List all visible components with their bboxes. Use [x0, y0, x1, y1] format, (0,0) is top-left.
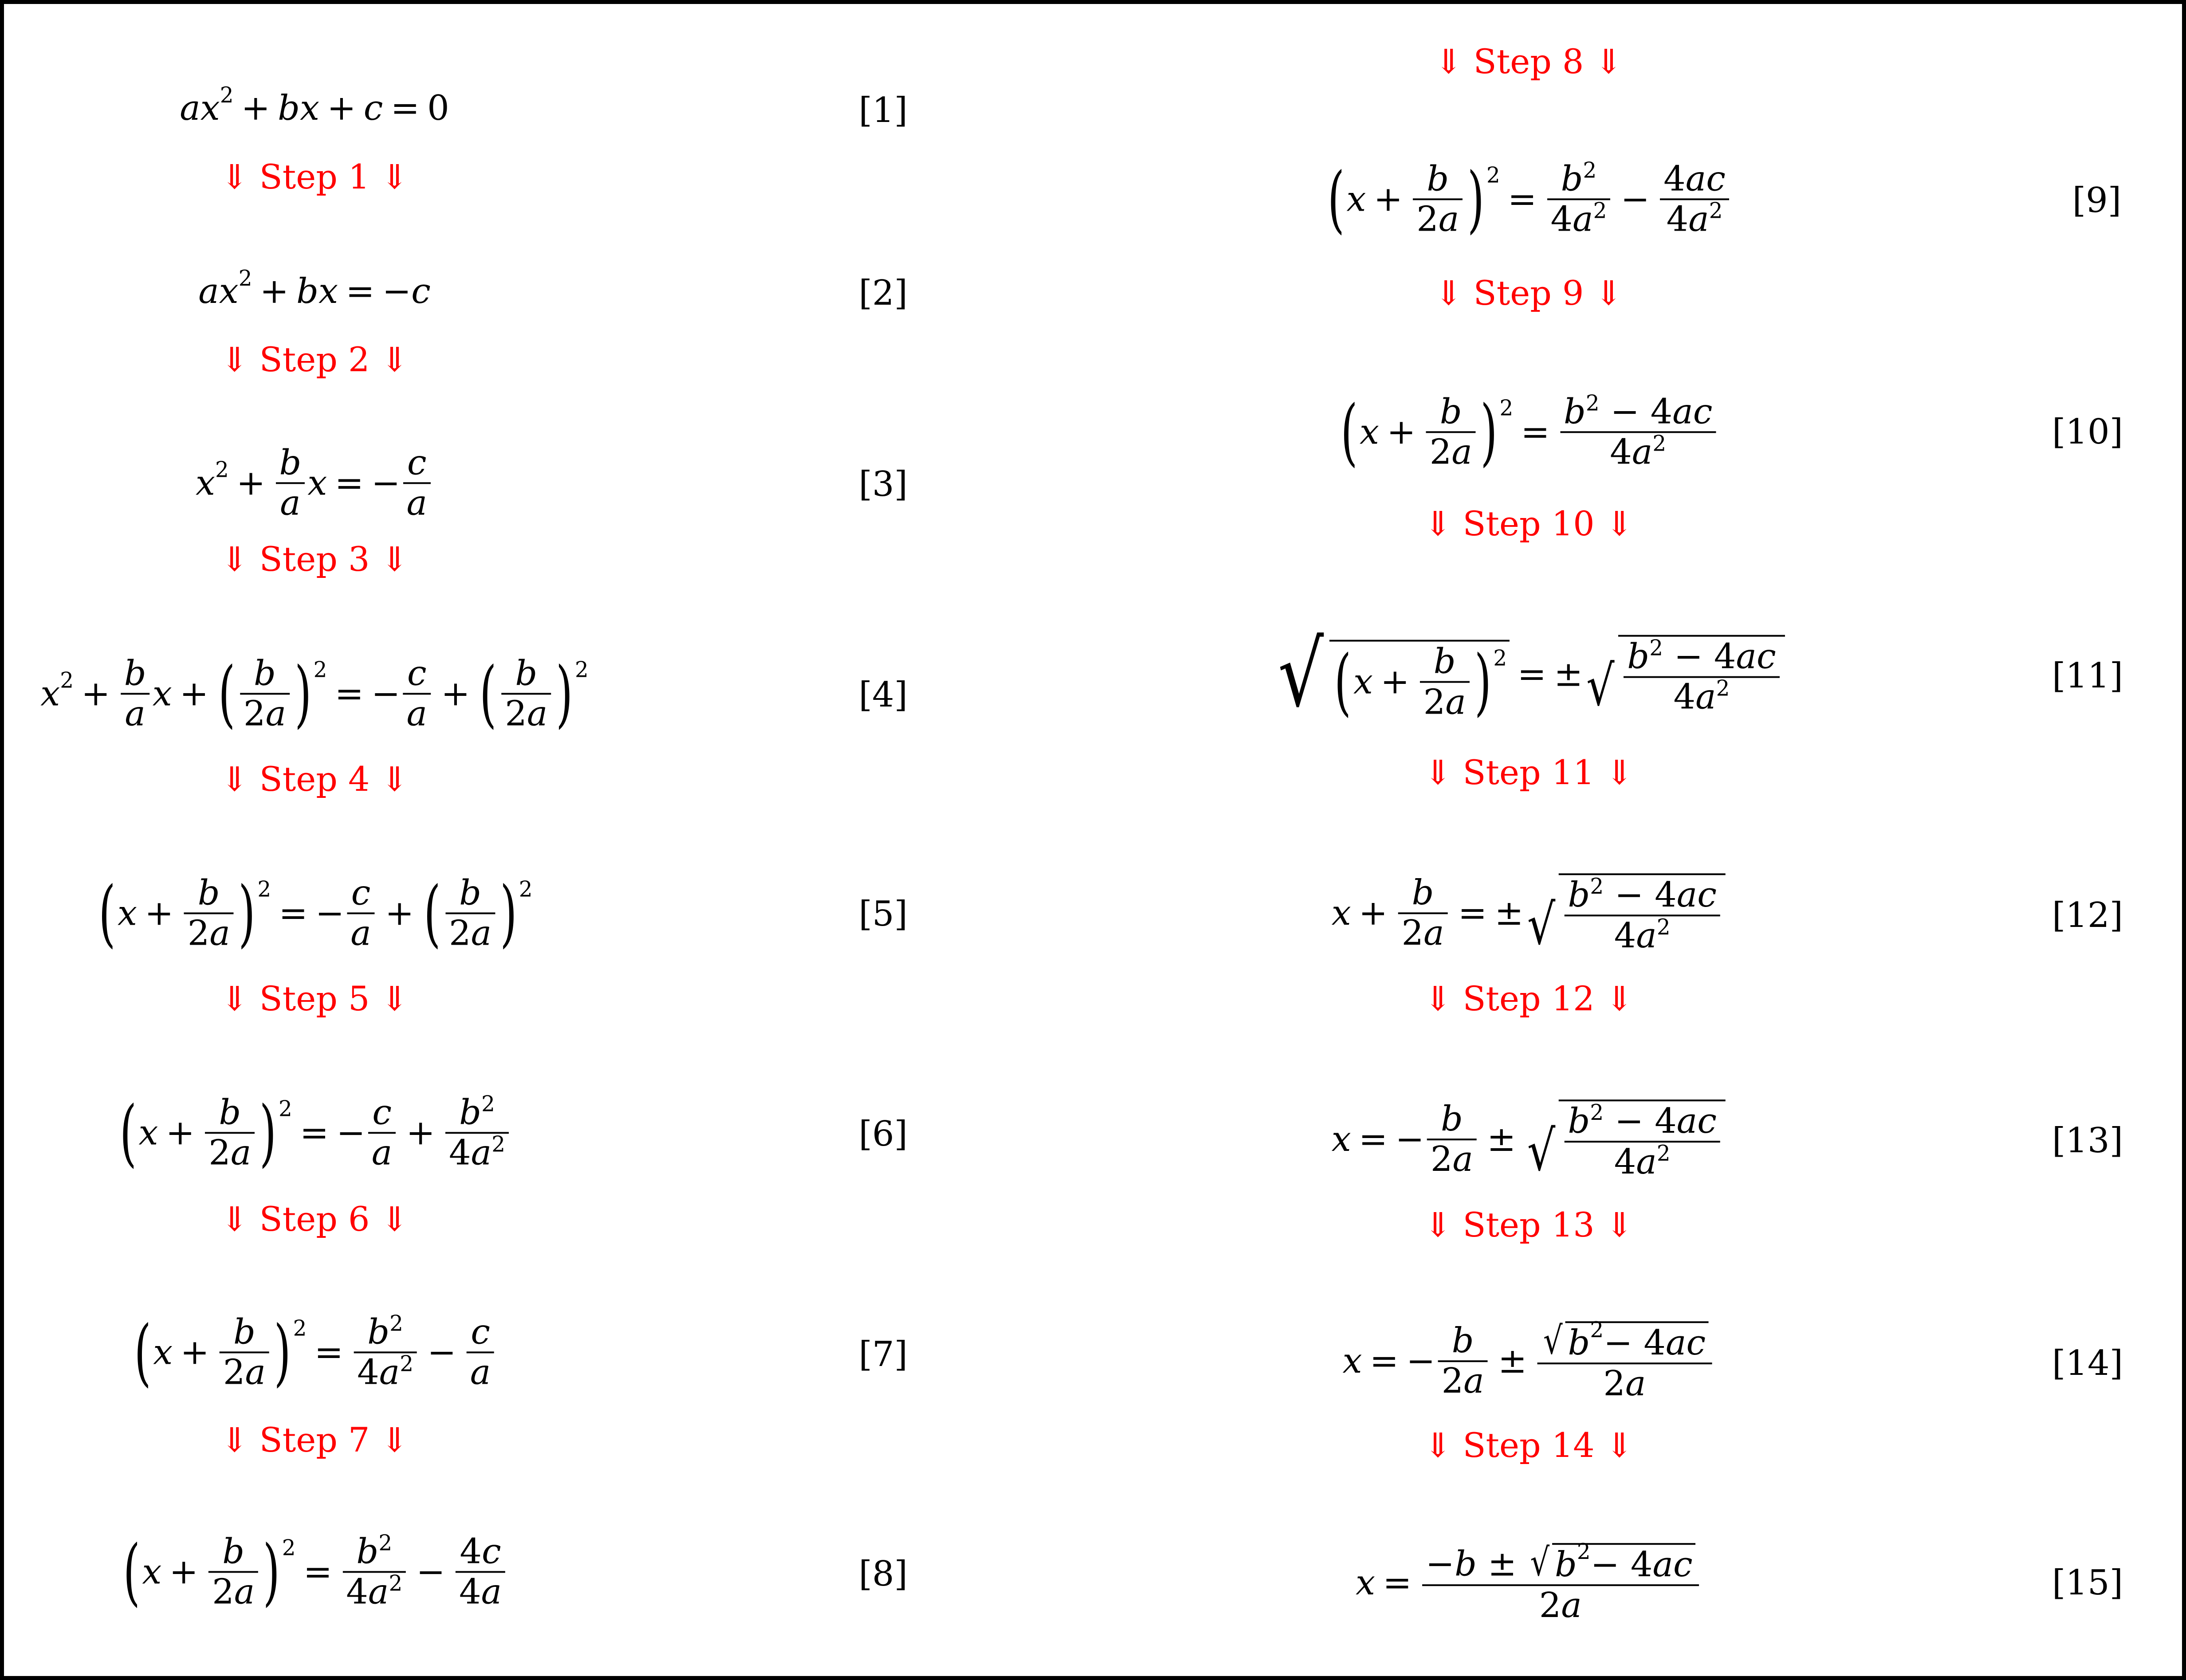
equation-number-15: [15]	[2052, 1563, 2123, 1603]
equation-8: ( x + $\frac{b}{2a}$ ) $^2$ = $\frac{b^2}{4a^2}$ − $\frac{4c}{4a}$	[121, 1534, 508, 1609]
step-13	[1423, 1205, 1634, 1244]
step-label-11: Step 11	[1463, 753, 1595, 792]
equation-number-13: [13]	[2052, 1121, 2123, 1161]
step-label-3: Step 3	[259, 539, 370, 579]
step-arrow-left-3: ⇓	[220, 539, 249, 579]
step-arrow-left-10: ⇓	[1423, 504, 1452, 543]
step-arrow-left-5: ⇓	[220, 979, 249, 1018]
step-label-8: Step 8	[1473, 42, 1584, 81]
step-arrow-right-2: ⇓	[380, 340, 409, 379]
equation-number-3: [3]	[858, 464, 908, 504]
step-label-9: Step 9	[1473, 273, 1584, 313]
step-14	[1423, 1425, 1634, 1465]
step-7	[220, 1420, 409, 1460]
step-label-14: Step 14	[1463, 1425, 1595, 1465]
equation-number-5: [5]	[858, 894, 908, 934]
equation-number-11: [11]	[2052, 656, 2123, 696]
step-arrow-right-6: ⇓	[380, 1199, 409, 1239]
step-arrow-left-2: ⇓	[220, 340, 249, 379]
equation-4: x $^2$ + $\frac{b}{a}$ x + ( $\frac{b}{2a}$ ) $^2$ = − $\frac{c}{a}$ + ( $\frac{b}{2a}$ ) $^2$	[40, 651, 589, 736]
step-arrow-left-1: ⇓	[220, 157, 249, 196]
step-1	[220, 157, 409, 196]
step-arrow-left-7: ⇓	[220, 1420, 249, 1460]
equation-7: ( x + $\frac{b}{2a}$ ) $^2$ = $\frac{b^2}{4a^2}$ − $\frac{c}{a}$	[132, 1315, 497, 1390]
equation-3: x $^2$ + $\frac{b}{a}$ x = − $\frac{c}{a}$	[196, 445, 433, 520]
step-9	[1434, 273, 1623, 313]
step-arrow-right-12: ⇓	[1605, 979, 1634, 1018]
step-label-2: Step 2	[259, 340, 370, 379]
equation-5: ( x + $\frac{b}{2a}$ ) $^2$ = − $\frac{c}{a}$ + ( $\frac{b}{2a}$ ) $^2$	[98, 871, 533, 956]
equation-2: ax $^2$ + bx = − c	[198, 266, 431, 311]
equation-10: ( x + $\frac{b}{2a}$ ) $^2$ = $\frac{b^2 - 4ac}{4a^2}$	[1339, 394, 1719, 469]
step-arrow-left-9: ⇓	[1434, 273, 1463, 313]
step-label-10: Step 10	[1463, 504, 1595, 543]
step-arrow-right-7: ⇓	[380, 1420, 409, 1460]
step-2	[220, 340, 409, 379]
equation-1: ax $^2$ + bx + c = 0	[180, 82, 449, 128]
equation-number-12: [12]	[2052, 895, 2123, 935]
step-arrow-left-6: ⇓	[220, 1199, 249, 1239]
step-11	[1423, 753, 1634, 792]
step-3	[220, 539, 409, 579]
step-arrow-left-4: ⇓	[220, 759, 249, 799]
step-arrow-right-11: ⇓	[1605, 753, 1634, 792]
equation-14: x = − $\frac{b}{2a}$ ± √ b $^2$ − 4 ac 2a	[1343, 1321, 1715, 1401]
equation-number-1: [1]	[858, 90, 908, 130]
step-arrow-left-8: ⇓	[1434, 42, 1463, 81]
equation-number-6: [6]	[858, 1114, 908, 1154]
equation-number-10: [10]	[2052, 412, 2123, 452]
step-label-5: Step 5	[259, 979, 370, 1018]
equation-number-14: [14]	[2052, 1343, 2123, 1383]
step-arrow-right-4: ⇓	[380, 759, 409, 799]
step-arrow-left-12: ⇓	[1423, 979, 1452, 1018]
step-arrow-left-14: ⇓	[1423, 1425, 1452, 1465]
equation-number-9: [9]	[2072, 181, 2122, 220]
step-5	[220, 979, 409, 1018]
equation-number-4: [4]	[858, 675, 908, 715]
equation-6: ( x + $\frac{b}{2a}$ ) $^2$ = − $\frac{c}{a}$ + $\frac{b^2}{4a^2}$	[118, 1095, 511, 1170]
step-label-12: Step 12	[1463, 979, 1595, 1018]
step-label-1: Step 1	[259, 157, 370, 196]
step-arrow-right-3: ⇓	[380, 539, 409, 579]
step-arrow-right-8: ⇓	[1594, 42, 1623, 81]
step-label-7: Step 7	[259, 1420, 370, 1460]
equation-number-8: [8]	[858, 1554, 908, 1594]
step-arrow-left-13: ⇓	[1423, 1205, 1452, 1244]
equation-number-2: [2]	[858, 273, 908, 313]
step-arrow-right-13: ⇓	[1605, 1205, 1634, 1244]
step-12	[1423, 979, 1634, 1018]
equation-15: x = −b ± √ b $^2$ − 4 ac 2a	[1356, 1543, 1702, 1623]
step-arrow-left-11: ⇓	[1423, 753, 1452, 792]
equation-13: x = − $\frac{b}{2a}$ ± √ $\frac{b^2 - 4ac}{4a^2}$	[1332, 1099, 1726, 1179]
equation-12: x + $\frac{b}{2a}$ = ± √ $\frac{b^2 - 4ac}{4a^2}$	[1332, 873, 1726, 953]
equation-9: ( x + $\frac{b}{2a}$ ) $^2$ = $\frac{b^2}{4a^2}$ − $\frac{4ac}{4a^2}$	[1325, 161, 1732, 236]
step-label-4: Step 4	[259, 759, 370, 799]
step-arrow-right-14: ⇓	[1605, 1425, 1634, 1465]
step-label-13: Step 13	[1463, 1205, 1595, 1244]
equation-number-7: [7]	[858, 1335, 908, 1374]
step-label-6: Step 6	[259, 1199, 370, 1239]
step-10	[1423, 504, 1634, 543]
step-8	[1434, 42, 1623, 81]
step-arrow-right-10: ⇓	[1605, 504, 1634, 543]
step-6	[220, 1199, 409, 1239]
step-arrow-right-1: ⇓	[380, 157, 409, 196]
step-arrow-right-9: ⇓	[1594, 273, 1623, 313]
step-4	[220, 759, 409, 799]
step-arrow-right-5: ⇓	[380, 979, 409, 1018]
equation-11: √ ( x + $\frac{b}{2a}$ ) $^2$ = ± √ $\frac{b^2 - 4ac}{4a^2}$	[1272, 630, 1785, 720]
